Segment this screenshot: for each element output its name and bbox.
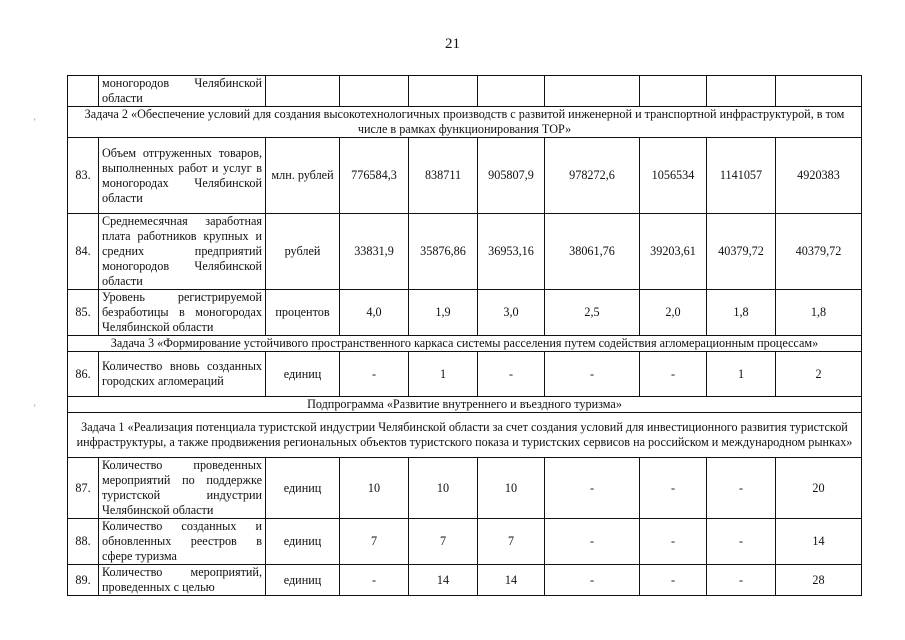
indicator-value: 7 xyxy=(409,519,478,565)
indicator-value: - xyxy=(707,519,776,565)
indicator-value: - xyxy=(640,519,707,565)
indicator-value xyxy=(545,76,640,107)
indicator-value: - xyxy=(640,458,707,519)
unit-of-measure xyxy=(266,76,340,107)
table-body xyxy=(68,76,862,596)
indicator-value: 1,8 xyxy=(707,290,776,336)
section-row xyxy=(68,397,862,413)
indicator-value: 1 xyxy=(707,352,776,397)
indicator-value: 14 xyxy=(409,565,478,596)
indicator-value: 2 xyxy=(776,352,862,397)
indicator-value: 1 xyxy=(409,352,478,397)
indicator-value: - xyxy=(545,519,640,565)
indicator-value: 1141057 xyxy=(707,138,776,214)
indicator-value: 10 xyxy=(409,458,478,519)
indicator-value: 2,0 xyxy=(640,290,707,336)
row-number: 84. xyxy=(68,214,99,290)
indicator-name: Уровень регистрируемой безработицы в моногородах Челябинской области xyxy=(99,290,266,336)
indicator-value: 4920383 xyxy=(776,138,862,214)
indicator-value: 14 xyxy=(776,519,862,565)
unit-of-measure: рублей xyxy=(266,214,340,290)
indicator-value: - xyxy=(478,352,545,397)
indicator-name: моногородов Челябинской области xyxy=(99,76,266,107)
row-number: 89. xyxy=(68,565,99,596)
indicator-value: 39203,61 xyxy=(640,214,707,290)
unit-of-measure: единиц xyxy=(266,565,340,596)
indicator-value: 33831,9 xyxy=(340,214,409,290)
margin-mark: ' xyxy=(34,117,36,127)
row-number: 87. xyxy=(68,458,99,519)
indicator-value: - xyxy=(340,352,409,397)
unit-of-measure: единиц xyxy=(266,352,340,397)
indicator-name: Среднемесячная заработная плата работников крупных и средних предприятий моногородов Челябинской области xyxy=(99,214,266,290)
indicator-value: - xyxy=(545,565,640,596)
indicator-value xyxy=(340,76,409,107)
section-row xyxy=(68,413,862,458)
indicator-value xyxy=(707,76,776,107)
indicator-value: 7 xyxy=(478,519,545,565)
indicator-value: 1056534 xyxy=(640,138,707,214)
margin-mark: ' xyxy=(34,403,36,413)
indicator-value: 905807,9 xyxy=(478,138,545,214)
indicator-value: 14 xyxy=(478,565,545,596)
indicator-value: 4,0 xyxy=(340,290,409,336)
table-row xyxy=(68,138,862,214)
section-heading: Задача 2 «Обеспечение условий для создания высокотехнологичных производств с развитой инженерной и транспортной инфраструктурой, в том числе в рамках функционирования ТОР» xyxy=(68,107,862,138)
indicator-name: Количество проведенных мероприятий по поддержке туристской индустрии Челябинской области xyxy=(99,458,266,519)
indicator-value: 28 xyxy=(776,565,862,596)
indicator-value: 20 xyxy=(776,458,862,519)
indicator-value: 7 xyxy=(340,519,409,565)
indicator-value: 1,9 xyxy=(409,290,478,336)
section-row xyxy=(68,336,862,352)
unit-of-measure: единиц xyxy=(266,519,340,565)
row-number: 85. xyxy=(68,290,99,336)
section-heading: Задача 1 «Реализация потенциала туристской индустрии Челябинской области за счет создания условий для инвестиционного развития туристской инфраструктуры, а также продвижения региональных объектов туристского показа и туристских сервисов на российском и международном рынках» xyxy=(68,413,862,458)
row-number: 86. xyxy=(68,352,99,397)
indicator-value xyxy=(640,76,707,107)
indicator-value: 978272,6 xyxy=(545,138,640,214)
indicator-value: - xyxy=(545,458,640,519)
indicator-value: 3,0 xyxy=(478,290,545,336)
unit-of-measure: млн. рублей xyxy=(266,138,340,214)
indicator-value: 838711 xyxy=(409,138,478,214)
indicator-value: 40379,72 xyxy=(707,214,776,290)
section-heading: Подпрограмма «Развитие внутреннего и въездного туризма» xyxy=(68,397,862,413)
indicator-value: 1,8 xyxy=(776,290,862,336)
indicator-value: 10 xyxy=(478,458,545,519)
unit-of-measure: единиц xyxy=(266,458,340,519)
table-row xyxy=(68,519,862,565)
indicator-value: - xyxy=(640,352,707,397)
row-number: 88. xyxy=(68,519,99,565)
indicator-name: Количество вновь созданных городских агломераций xyxy=(99,352,266,397)
table-row xyxy=(68,458,862,519)
indicator-value: - xyxy=(707,458,776,519)
indicator-value: 36953,16 xyxy=(478,214,545,290)
row-number xyxy=(68,76,99,107)
indicator-value: 35876,86 xyxy=(409,214,478,290)
indicator-value xyxy=(409,76,478,107)
table-row xyxy=(68,214,862,290)
table-row xyxy=(68,290,862,336)
indicator-value: 10 xyxy=(340,458,409,519)
row-number: 83. xyxy=(68,138,99,214)
indicator-value xyxy=(478,76,545,107)
section-heading: Задача 3 «Формирование устойчивого пространственного каркаса системы расселения путем содействия агломерационным процессам» xyxy=(68,336,862,352)
indicator-table xyxy=(67,75,862,596)
indicator-value: - xyxy=(707,565,776,596)
indicator-value: 2,5 xyxy=(545,290,640,336)
section-row xyxy=(68,107,862,138)
indicator-name: Количество мероприятий, проведенных с целью xyxy=(99,565,266,596)
indicator-value: 38061,76 xyxy=(545,214,640,290)
indicator-value: - xyxy=(545,352,640,397)
table-row xyxy=(68,352,862,397)
table-row xyxy=(68,76,862,107)
indicator-value: - xyxy=(340,565,409,596)
indicator-value xyxy=(776,76,862,107)
indicator-name: Объем отгруженных товаров, выполненных работ и услуг в моногородах Челябинской области xyxy=(99,138,266,214)
indicator-value: 776584,3 xyxy=(340,138,409,214)
indicator-name: Количество созданных и обновленных реестров в сфере туризма xyxy=(99,519,266,565)
indicator-value: - xyxy=(640,565,707,596)
indicator-value: 40379,72 xyxy=(776,214,862,290)
unit-of-measure: процентов xyxy=(266,290,340,336)
table-row xyxy=(68,565,862,596)
page-number: 21 xyxy=(445,36,460,52)
